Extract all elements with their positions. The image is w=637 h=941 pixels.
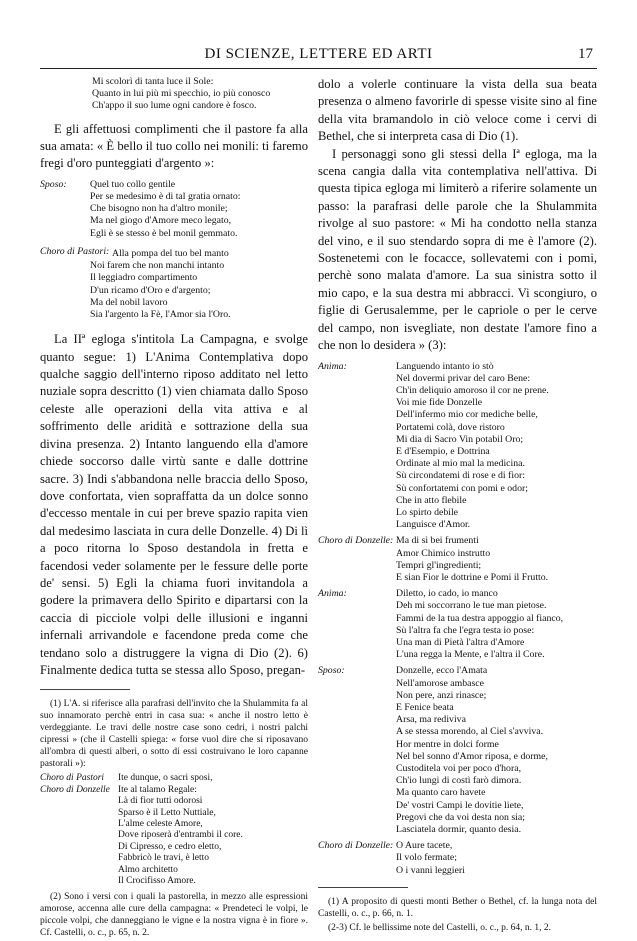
- speaker-label: Choro di Pastori: [40, 773, 105, 784]
- verse-line: Fammi de la tua destra appoggio al fianco,: [396, 612, 564, 624]
- speaker-label: Choro di Donzelle:: [318, 840, 394, 852]
- left-column: [40, 76, 308, 941]
- body-text: [40, 121, 308, 173]
- footnote-rule: [40, 689, 130, 690]
- verse-line: Che bisogno non ha d'altro monile;: [90, 203, 228, 215]
- verse-sposo: [40, 179, 308, 240]
- verse-line: Diletto, io cado, io manco: [396, 588, 498, 600]
- speaker-label: Choro di Pastori:: [40, 245, 110, 257]
- verse-line: L'alme celeste Amore,: [118, 819, 203, 830]
- verse-line: Languendo intanto io stò: [396, 360, 494, 372]
- header-title: DI SCIENZE, LETTERE ED ARTI: [204, 46, 433, 62]
- speaker-label: Anima:: [318, 360, 347, 372]
- verse-line: Hor mentre in dolci forme: [396, 738, 499, 750]
- footnote-rule: [318, 887, 408, 888]
- verse-line: Ch'in deliquio amoroso il cor ne prene.: [396, 384, 549, 396]
- dialogue-block: [318, 840, 597, 877]
- verse-line: Nel dovermi privar del caro Bene:: [396, 372, 531, 384]
- verse-line: Voi mie fide Donzelle: [396, 397, 483, 409]
- paragraph: dolo a volerle continuare la vista della sua beata presenza o almeno favorirle di spesse visite sino al fine della vita bramandolo in ciò veloce come i cervi di Bethel, che si interpreta casa di Dio (1).: [318, 77, 597, 144]
- verse-line: Ma di sì bei frumenti: [396, 535, 479, 547]
- verse-line: Ch'appo il suo lume ogni candore è fosco.: [92, 100, 257, 112]
- verse-line: Di Cipresso, e cedro eletto,: [118, 841, 222, 852]
- dialogue-block: [318, 535, 597, 584]
- verse-line: Amor Chimico instrutto: [396, 547, 491, 559]
- footnote: (2) Sono i versi con i quali la pastorella, in mezzo alle espressioni amorose, accenna alle cure della campagna: « Prendeteci le volpi, le piccole volpi, che danneggiano le vigne e la nostra vigna è in fiore ». Cf. Castelli, o. c., p. 65, n. 2.: [40, 892, 308, 939]
- verse-line: Noi farem che non manchi intanto: [90, 260, 225, 272]
- verse-line: Nel bel sonno d'Amor riposa, e dorme,: [396, 750, 548, 762]
- footnotes: [318, 896, 597, 934]
- verse-line: Ite dunque, o sacri sposi,: [118, 773, 213, 784]
- speaker-label: Choro di Donzelle: [40, 784, 110, 795]
- verse-line: A se stessa morendo, al Ciel s'avviva.: [396, 726, 544, 738]
- verse-line: Donzelle, ecco l'Amata: [396, 665, 488, 677]
- verse-line: Quanto in lui più mi specchio, io più conosco: [92, 88, 271, 100]
- verse-line: Il leggiadro compartimento: [90, 272, 198, 284]
- verse-line: Lasciatela dormir, quanto desia.: [396, 824, 522, 836]
- verse-line: Ma quanto caro havete: [396, 787, 486, 799]
- verse-line: Sia l'argento la Fè, l'Amor sia l'Oro.: [90, 309, 231, 321]
- verse-line: Sù confortatemi con pomi e odor;: [396, 482, 528, 494]
- footnote: (1) L'A. si riferisce alla parafrasi dell'invito che la Shulammita fa al suo innamorato perchè entri in casa sua: « anche il nostro letto è verdeggiante. Le travi delle nostre case sono cedri, i nostri palchi cipressi » (che il Castelli spiega: « forse vuol dire che si riposavano all'ombra di questi alberi, o sotto di essi costruivano le loro capanne pastorali »):: [40, 699, 308, 770]
- verse-line: Mi dia di Sacro Vin potabil Oro;: [396, 433, 524, 445]
- verse-line: Per se medesimo è di tal gratia ornato:: [90, 191, 241, 203]
- running-header: [40, 44, 597, 64]
- verse-line: Deh mi soccorrano le tue man pietose.: [396, 600, 547, 612]
- verse-line: E Fenice beata: [396, 701, 454, 713]
- verse-line: Egli è se stesso è bel monil gemmato.: [90, 227, 238, 239]
- opening-verse: [40, 76, 308, 113]
- verse-line: Quel tuo collo gentile: [90, 178, 176, 190]
- verse-line: Mi scolorì di tanta luce il Sole:: [92, 76, 214, 87]
- verse-line: E d'Esempio, e Dottrina: [396, 445, 490, 457]
- verse-line: Dell'infermo mio cor mediche belle,: [396, 409, 538, 421]
- verse-line: Ch'io lungi di costì farò dimora.: [396, 775, 522, 787]
- verse-line: O i vanni leggieri: [396, 864, 465, 876]
- paragraph: I personaggi sono gli stessi della Iª egloga, ma la scena cangia dalla vita contemplativa nell'attiva. Di questa tipica egloga mi limiterò a riferire solamente un passo: la parafrasi delle parole che la Shulammita rivolge al suo pastore: « Mi ha condotto nella stanza del vino, e il suo stendardo sopra di me è l'amore (2). Sostenetemi con le focacce, sollevatemi con i pomi, perchè sono malata d'amore. La sua sinistra sotto il mio capo, e la sua destra mi abbracci. Vi scongiuro, o figlie di Gerusalemme, per le capriole o per le cerve del campo, non isvegliate, non destate l'amore fino a che non lo desidera » (3):: [318, 146, 597, 353]
- dialogue-block: [318, 665, 597, 836]
- verse-coro: [40, 246, 308, 321]
- verse-line: O Aure tacete,: [396, 840, 453, 852]
- dialogue-block: [318, 361, 597, 532]
- footnote: (1) A proposito di questi monti Bether o Bethel, cf. la lunga nota del Castelli, o. c., p. 66, n. 1.: [318, 896, 597, 919]
- verse-line: Arsa, ma rediviva: [396, 714, 466, 726]
- verse-line: Dove riposerà d'entrambi il core.: [118, 830, 243, 841]
- verse-line: Alla pompa del tuo bel manto: [112, 248, 229, 260]
- verse-line: Sù circondatemi di rose e di fior:: [396, 470, 525, 482]
- dialogue-block: [318, 588, 597, 661]
- verse-line: De' vostri Campi le dovitie liete,: [396, 799, 524, 811]
- verse-line: D'un ricamo d'Oro e d'argento;: [90, 284, 211, 296]
- verse-line: Languisce d'Amor.: [396, 519, 471, 531]
- verse-line: Non pere, anzi rinasce;: [396, 689, 487, 701]
- right-column: [318, 76, 597, 936]
- verse-line: Pregovi che da voi desta non sia;: [396, 811, 525, 823]
- speaker-label: Choro di Donzelle:: [318, 535, 394, 547]
- verse-line: Sparso è il Letto Nuttiale,: [118, 807, 216, 818]
- footnote: (2-3) Cf. le bellissime note del Castelli, o. c., p. 64, n. 1, 2.: [328, 922, 551, 933]
- speaker-label: Anima:: [318, 588, 347, 600]
- verse-line: Ma del nobil lavoro: [90, 296, 168, 308]
- page-number: 17: [578, 46, 593, 62]
- verse-line: Ordinate al mio mal la medicina.: [396, 458, 525, 470]
- verse-line: Sù l'altra fa che l'egra testa io pose:: [396, 624, 535, 636]
- verse-line: Il Crocifisso Amore.: [118, 876, 196, 887]
- dialogue: [318, 361, 597, 877]
- speaker-label: Sposo:: [40, 178, 67, 190]
- verse-line: Custoditela voi per poco d'hora,: [396, 763, 522, 774]
- verse-line: Che in atto flebile: [396, 494, 467, 506]
- verse-line: E sian Fior le dottrine e Pomi il Frutto.: [396, 571, 549, 583]
- body-text: [40, 331, 308, 679]
- verse-line: Ite al talamo Regale:: [118, 784, 197, 795]
- speaker-label: Sposo:: [318, 665, 345, 677]
- verse-line: Una man di Pietà l'altra d'Amore: [396, 636, 525, 648]
- verse-line: Il volo fermate;: [396, 852, 457, 864]
- verse-line: Tempri gl'ingredienti;: [396, 559, 482, 571]
- verse-line: L'una regga la Mente, e l'altra il Core.: [396, 649, 545, 661]
- verse-line: Là di fior tutti odorosi: [118, 796, 203, 807]
- header-rule: [40, 68, 597, 69]
- verse-line: Ma nel giogo d'Amore meco legato,: [90, 215, 232, 227]
- paragraph: E gli affettuosi complimenti che il pastore fa alla sua amata: « È bello il tuo collo nei monili: ti faremo fregi d'oro punteggiati d'argento »:: [40, 121, 308, 171]
- verse-line: Nell'amorose ambasce: [396, 677, 484, 689]
- body-text: [318, 76, 597, 355]
- footnotes: [40, 698, 308, 939]
- verse-line: Fabbricò le travi, è letto: [118, 853, 210, 864]
- verse-line: Portatemi colà, dove ristoro: [396, 421, 505, 433]
- paragraph: La IIª egloga s'intitola La Campagna, e svolge quanto segue: 1) L'Anima Contemplativa dopo qualche saggio dell'interno riposo additato nel letto nuziale sopra descritto (1) vien chiamata dallo Sposo celeste alle operazioni della vita attiva e al soffrimento delle aridità e sottrazione della sua divina presenza. 2) Intanto languendo ella d'amore chiede soccorso dalle virtù sante e dalle dottrine sacre. 3) Indi s'abbandona nelle braccia dello Sposo, dove confortata, vien sopraffatta da un dolce sonno d'eccesso mentale in cui per breve spazio rapita vien dal medesimo lasciata in cura delle Donzelle. 4) Di lì a poco ritorna lo Sposo destandola in fretta e facendosi veder solamente per le fessure delle porte de' sensi. 5) Egli la chiama fuori invitandola a godere la primavera dello Spirito e dipartarsi con la caccia di picciole volpi delle illusioni e inganni infernali arrivandole e facendone preda come che tendano solo a distruggere la vigna di Dio (2). 6) Finalmente dedica tutta se stessa allo Sposo, pregan-: [40, 332, 308, 677]
- verse-line: Lo spirto debile: [396, 506, 459, 518]
- verse-line: Almo architetto: [118, 864, 178, 875]
